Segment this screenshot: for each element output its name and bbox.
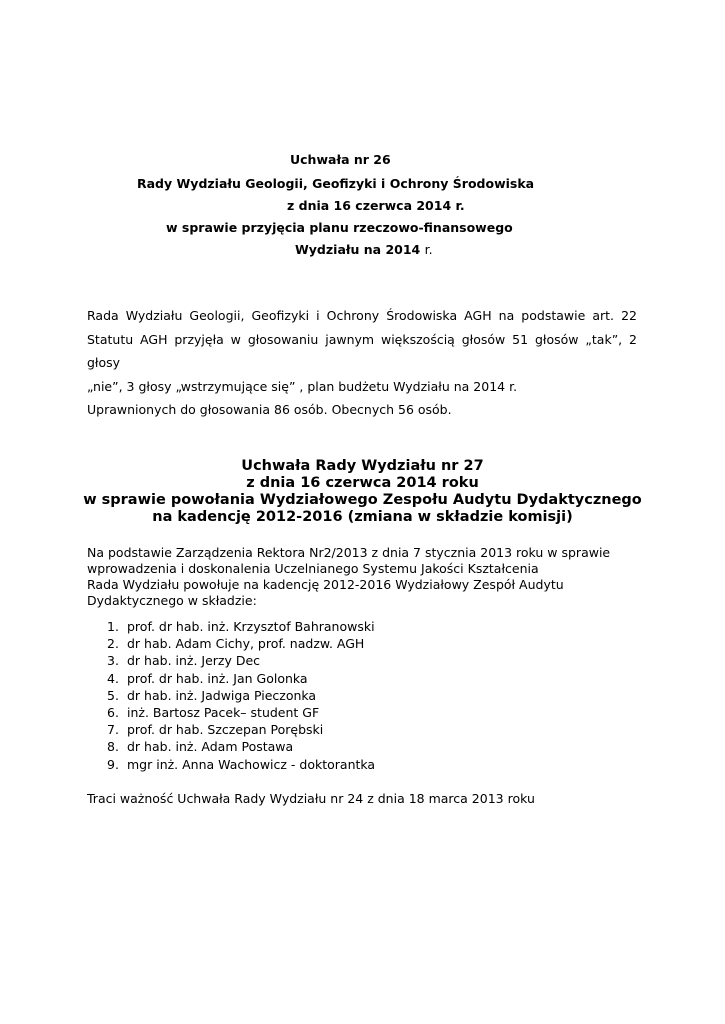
resolution-26-subject-line2-tail: r. bbox=[424, 242, 433, 257]
resolution-26-subject-line2 bbox=[295, 242, 433, 258]
resolution-27-intro-line3: Rada Wydziału powołuje na kadencję 2012-2016 Wydziałowy Zespół Audytu bbox=[87, 577, 564, 592]
resolution-27-date: z dnia 16 czerwca 2014 roku bbox=[246, 475, 479, 491]
member-number: 5. bbox=[107, 687, 119, 703]
resolution-27-intro-line4: Dydaktycznego w składzie: bbox=[87, 593, 257, 608]
resolution-27-subject-line2: na kadencję 2012-2016 (zmiana w składzie komisji) bbox=[152, 509, 573, 525]
member-number: 7. bbox=[107, 722, 119, 738]
member-item bbox=[107, 721, 375, 738]
resolution-26-title: Uchwała nr 26 bbox=[290, 152, 391, 167]
resolution-26-body-name: Rady Wydziału Geologii, Geofizyki i Ochrony Środowiska bbox=[137, 176, 535, 191]
member-item bbox=[107, 652, 375, 669]
member-number: 1. bbox=[107, 619, 119, 634]
member-name: dr hab. Adam Cichy, prof. nadzw. AGH bbox=[127, 636, 365, 652]
member-item bbox=[107, 687, 375, 704]
member-name: prof. dr hab. inż. Jan Golonka bbox=[127, 670, 308, 686]
resolution-26-text-line1: Rada Wydziału Geologii, Geofizyki i Ochrony Środowiska AGH na podstawie art. 22 bbox=[87, 308, 637, 323]
member-number: 6. bbox=[107, 705, 119, 721]
member-number: 2. bbox=[107, 636, 119, 652]
resolution-26-date: z dnia 16 czerwca 2014 r. bbox=[287, 198, 465, 213]
resolution-26-subject-line2-bold: Wydziału na 2014 bbox=[295, 242, 425, 257]
member-number: 4. bbox=[107, 670, 119, 686]
member-name: inż. Bartosz Pacek– student GF bbox=[127, 705, 320, 721]
member-name: dr hab. inż. Jerzy Dec bbox=[127, 653, 261, 669]
resolution-27-subject-line1: w sprawie powołania Wydziałowego Zespołu Audytu Dydaktycznego bbox=[83, 492, 642, 508]
member-item bbox=[107, 635, 375, 652]
member-item bbox=[107, 756, 375, 773]
member-name: mgr inż. Anna Wachowicz - doktorantka bbox=[127, 756, 376, 772]
resolution-27-intro-line2: wprowadzenia i doskonalenia Uczelnianego Systemu Jakości Kształcenia bbox=[87, 561, 539, 576]
member-name: prof. dr hab. inż. Krzysztof Bahranowski bbox=[127, 619, 375, 634]
member-name: prof. dr hab. Szczepan Porębski bbox=[127, 722, 324, 738]
resolution-27-title: Uchwała Rady Wydziału nr 27 bbox=[241, 458, 484, 474]
member-item bbox=[107, 738, 375, 755]
resolution-27-intro-line1: Na podstawie Zarządzenia Rektora Nr2/2013 z dnia 7 stycznia 2013 roku w sprawie bbox=[87, 545, 611, 560]
resolution-26-text-line2: Statutu AGH przyjęła w głosowaniu jawnym większością głosów 51 głosów „tak”, 2 głosy bbox=[87, 331, 637, 370]
member-number: 9. bbox=[107, 756, 119, 772]
resolution-26-text-line3: „nie”, 3 głosy „wstrzymujące się” , plan budżetu Wydziału na 2014 r. bbox=[87, 378, 518, 394]
member-name: dr hab. inż. Jadwiga Pieczonka bbox=[127, 687, 317, 703]
resolution-27-intro bbox=[87, 545, 647, 609]
member-item bbox=[107, 618, 375, 635]
committee-members-list bbox=[107, 618, 375, 773]
resolution-27-heading bbox=[0, 458, 725, 526]
member-number: 8. bbox=[107, 739, 119, 755]
resolution-26-text bbox=[87, 304, 637, 422]
resolution-26-subject-line1: w sprawie przyjęcia planu rzeczowo-finansowego bbox=[166, 220, 513, 235]
resolution-26-text-line4: Uprawnionych do głosowania 86 osób. Obecnych 56 osób. bbox=[87, 402, 452, 417]
member-item bbox=[107, 704, 375, 721]
closing-statement: Traci ważność Uchwała Rady Wydziału nr 24 z dnia 18 marca 2013 roku bbox=[87, 791, 535, 806]
member-number: 3. bbox=[107, 653, 119, 669]
member-name: dr hab. inż. Adam Postawa bbox=[127, 739, 294, 755]
member-item bbox=[107, 670, 375, 687]
